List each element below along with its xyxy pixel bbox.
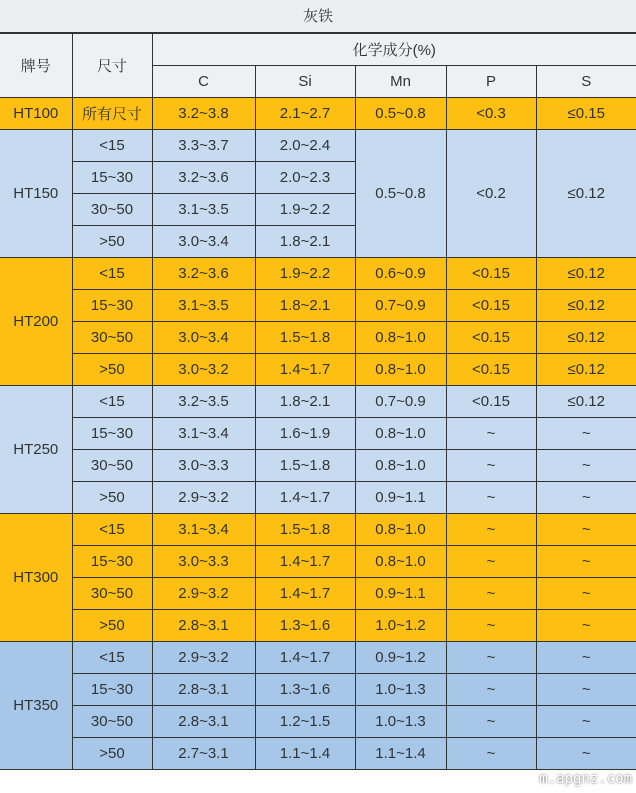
table-row [0, 258, 636, 290]
mn-cell: 0.8~1.0 [355, 450, 446, 482]
p-cell: ~ [446, 450, 536, 482]
p-cell: <0.3 [446, 98, 536, 130]
si-cell: 1.5~1.8 [255, 450, 355, 482]
size-cell: >50 [72, 610, 152, 642]
c-cell: 3.1~3.5 [152, 194, 255, 226]
table-row [0, 738, 636, 770]
header-row-1 [0, 34, 636, 66]
c-cell: 2.9~3.2 [152, 578, 255, 610]
c-cell: 3.2~3.6 [152, 258, 255, 290]
mn-cell: 0.9~1.1 [355, 578, 446, 610]
grade-cell: HT250 [0, 386, 72, 514]
size-cell: 15~30 [72, 290, 152, 322]
size-cell: 30~50 [72, 322, 152, 354]
table-body [0, 98, 636, 770]
s-cell: ~ [536, 482, 636, 514]
size-cell: 30~50 [72, 706, 152, 738]
header-si: Si [255, 66, 355, 98]
c-cell: 3.2~3.6 [152, 162, 255, 194]
si-cell: 1.9~2.2 [255, 194, 355, 226]
p-cell: <0.15 [446, 322, 536, 354]
mn-cell: 0.8~1.0 [355, 546, 446, 578]
mn-cell: 0.9~1.1 [355, 482, 446, 514]
header-grade: 牌号 [0, 34, 72, 98]
p-cell: ~ [446, 610, 536, 642]
p-cell: <0.15 [446, 386, 536, 418]
p-cell: ~ [446, 738, 536, 770]
table-row [0, 450, 636, 482]
size-cell: <15 [72, 130, 152, 162]
s-cell: ≤0.12 [536, 258, 636, 290]
c-cell: 3.0~3.3 [152, 546, 255, 578]
header-s: S [536, 66, 636, 98]
s-cell: ≤0.12 [536, 130, 636, 258]
s-cell: ~ [536, 674, 636, 706]
c-cell: 3.2~3.5 [152, 386, 255, 418]
si-cell: 1.9~2.2 [255, 258, 355, 290]
mn-cell: 0.7~0.9 [355, 386, 446, 418]
size-cell: 30~50 [72, 194, 152, 226]
size-cell: 30~50 [72, 450, 152, 482]
gray-iron-composition-table [0, 33, 636, 770]
table-row [0, 674, 636, 706]
s-cell: ~ [536, 578, 636, 610]
table-row [0, 514, 636, 546]
size-cell: 所有尺寸 [72, 98, 152, 130]
size-cell: 30~50 [72, 578, 152, 610]
watermark-text: m.apgnz.com [539, 771, 632, 787]
si-cell: 1.4~1.7 [255, 546, 355, 578]
s-cell: ≤0.12 [536, 290, 636, 322]
table-row [0, 610, 636, 642]
p-cell: <0.15 [446, 354, 536, 386]
table-row [0, 706, 636, 738]
c-cell: 3.0~3.4 [152, 322, 255, 354]
p-cell: ~ [446, 546, 536, 578]
s-cell: ~ [536, 418, 636, 450]
s-cell: ~ [536, 706, 636, 738]
mn-cell: 1.1~1.4 [355, 738, 446, 770]
table-row [0, 130, 636, 162]
header-mn: Mn [355, 66, 446, 98]
table-row [0, 642, 636, 674]
mn-cell: 0.8~1.0 [355, 514, 446, 546]
table-row [0, 354, 636, 386]
p-cell: ~ [446, 642, 536, 674]
s-cell: ≤0.12 [536, 322, 636, 354]
table-row [0, 546, 636, 578]
table-title: 灰铁 [0, 0, 636, 33]
si-cell: 1.5~1.8 [255, 514, 355, 546]
table-row [0, 578, 636, 610]
c-cell: 3.0~3.2 [152, 354, 255, 386]
s-cell: ~ [536, 514, 636, 546]
s-cell: ~ [536, 610, 636, 642]
table-row [0, 98, 636, 130]
p-cell: ~ [446, 418, 536, 450]
p-cell: ~ [446, 578, 536, 610]
grade-cell: HT200 [0, 258, 72, 386]
si-cell: 1.3~1.6 [255, 610, 355, 642]
grade-cell: HT350 [0, 642, 72, 770]
table-row [0, 386, 636, 418]
mn-cell: 0.6~0.9 [355, 258, 446, 290]
s-cell: ≤0.12 [536, 354, 636, 386]
mn-cell: 1.0~1.3 [355, 706, 446, 738]
c-cell: 3.1~3.5 [152, 290, 255, 322]
size-cell: 15~30 [72, 162, 152, 194]
grade-cell: HT300 [0, 514, 72, 642]
si-cell: 1.5~1.8 [255, 322, 355, 354]
s-cell: ~ [536, 546, 636, 578]
size-cell: >50 [72, 226, 152, 258]
mn-cell: 0.8~1.0 [355, 418, 446, 450]
c-cell: 3.0~3.4 [152, 226, 255, 258]
mn-cell: 0.5~0.8 [355, 130, 446, 258]
p-cell: ~ [446, 706, 536, 738]
grade-cell: HT150 [0, 130, 72, 258]
si-cell: 2.0~2.4 [255, 130, 355, 162]
mn-cell: 1.0~1.3 [355, 674, 446, 706]
size-cell: <15 [72, 642, 152, 674]
s-cell: ≤0.12 [536, 386, 636, 418]
p-cell: ~ [446, 514, 536, 546]
table-row [0, 322, 636, 354]
mn-cell: 0.7~0.9 [355, 290, 446, 322]
p-cell: ~ [446, 674, 536, 706]
c-cell: 3.1~3.4 [152, 418, 255, 450]
si-cell: 1.6~1.9 [255, 418, 355, 450]
table-row [0, 482, 636, 514]
header-composition: 化学成分(%) [152, 34, 636, 66]
size-cell: >50 [72, 482, 152, 514]
c-cell: 3.3~3.7 [152, 130, 255, 162]
si-cell: 1.4~1.7 [255, 578, 355, 610]
c-cell: 2.9~3.2 [152, 482, 255, 514]
mn-cell: 0.9~1.2 [355, 642, 446, 674]
si-cell: 1.8~2.1 [255, 226, 355, 258]
c-cell: 2.8~3.1 [152, 610, 255, 642]
size-cell: 15~30 [72, 546, 152, 578]
mn-cell: 0.5~0.8 [355, 98, 446, 130]
si-cell: 1.4~1.7 [255, 354, 355, 386]
size-cell: 15~30 [72, 418, 152, 450]
c-cell: 3.0~3.3 [152, 450, 255, 482]
header-c: C [152, 66, 255, 98]
size-cell: 15~30 [72, 674, 152, 706]
header-p: P [446, 66, 536, 98]
s-cell: ~ [536, 450, 636, 482]
s-cell: ≤0.15 [536, 98, 636, 130]
si-cell: 1.1~1.4 [255, 738, 355, 770]
si-cell: 1.2~1.5 [255, 706, 355, 738]
s-cell: ~ [536, 738, 636, 770]
c-cell: 3.2~3.8 [152, 98, 255, 130]
c-cell: 2.8~3.1 [152, 674, 255, 706]
c-cell: 2.7~3.1 [152, 738, 255, 770]
header-size: 尺寸 [72, 34, 152, 98]
p-cell: <0.15 [446, 290, 536, 322]
size-cell: <15 [72, 386, 152, 418]
s-cell: ~ [536, 642, 636, 674]
si-cell: 1.3~1.6 [255, 674, 355, 706]
size-cell: >50 [72, 738, 152, 770]
si-cell: 1.8~2.1 [255, 290, 355, 322]
si-cell: 1.4~1.7 [255, 642, 355, 674]
mn-cell: 0.8~1.0 [355, 354, 446, 386]
si-cell: 1.4~1.7 [255, 482, 355, 514]
p-cell: <0.2 [446, 130, 536, 258]
si-cell: 2.0~2.3 [255, 162, 355, 194]
size-cell: <15 [72, 514, 152, 546]
table-row [0, 418, 636, 450]
c-cell: 2.8~3.1 [152, 706, 255, 738]
p-cell: ~ [446, 482, 536, 514]
si-cell: 2.1~2.7 [255, 98, 355, 130]
table-row [0, 290, 636, 322]
size-cell: <15 [72, 258, 152, 290]
mn-cell: 0.8~1.0 [355, 322, 446, 354]
p-cell: <0.15 [446, 258, 536, 290]
c-cell: 3.1~3.4 [152, 514, 255, 546]
grade-cell: HT100 [0, 98, 72, 130]
si-cell: 1.8~2.1 [255, 386, 355, 418]
size-cell: >50 [72, 354, 152, 386]
c-cell: 2.9~3.2 [152, 642, 255, 674]
mn-cell: 1.0~1.2 [355, 610, 446, 642]
